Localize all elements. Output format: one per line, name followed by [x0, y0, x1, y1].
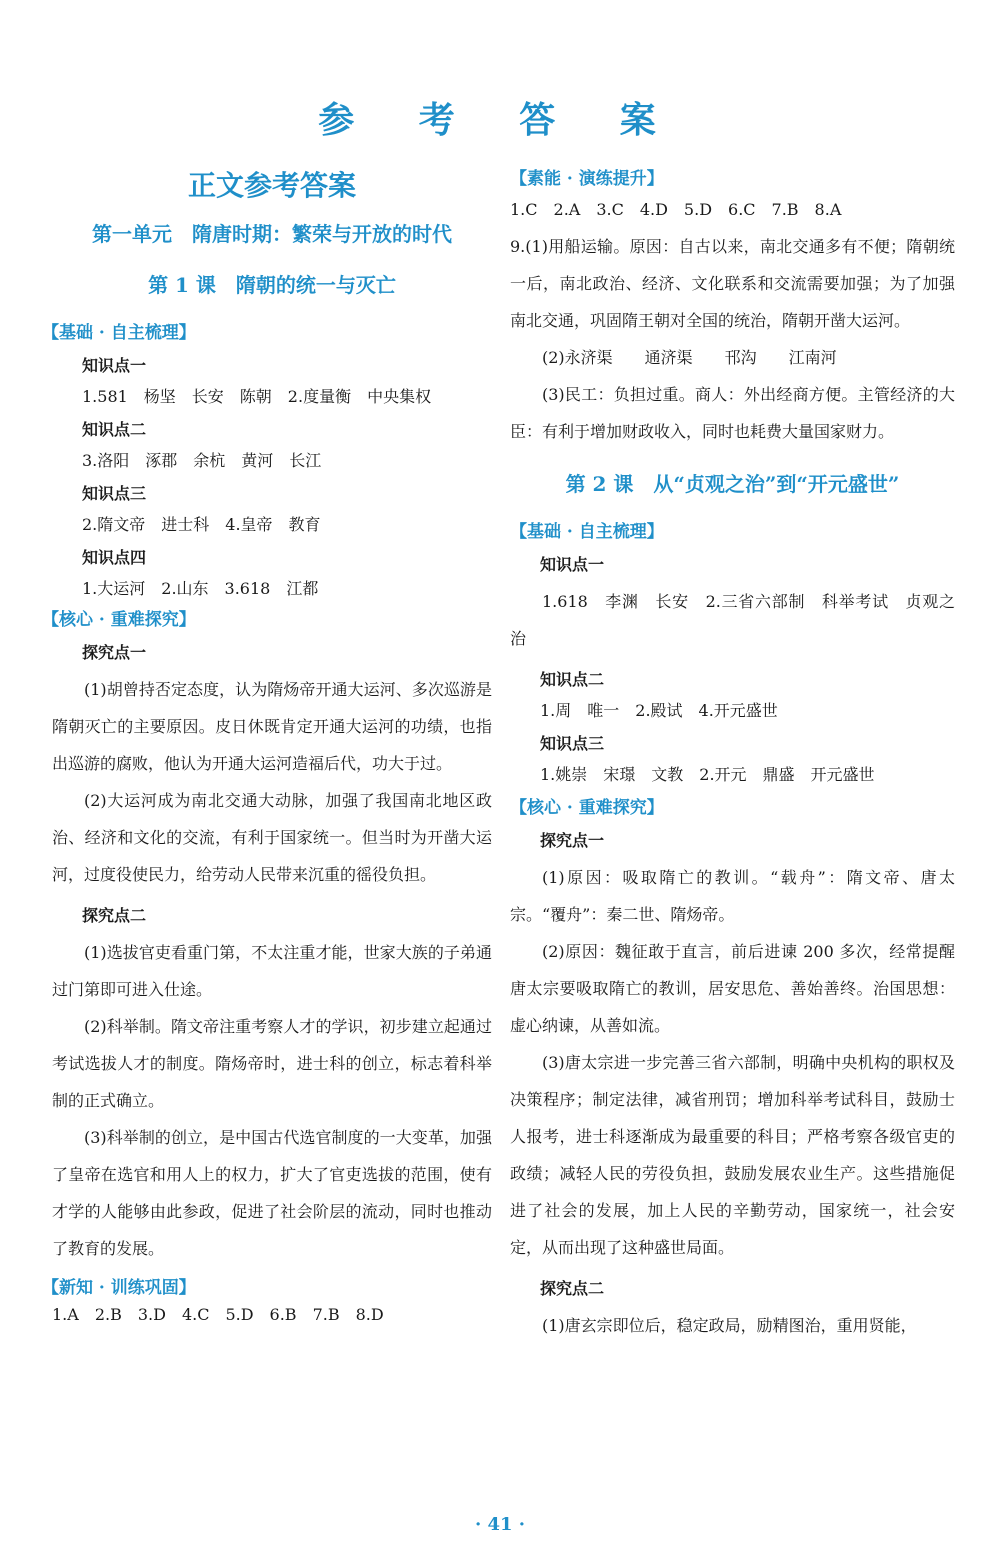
knowledge-point-2-answer: 3.洛阳 涿郡 余杭 黄河 长江: [82, 451, 322, 470]
inquiry-1-para-2: (2)大运河成为南北交通大动脉，加强了我国南北地区政治、经济和文化的交流，有利于国家统一。但当时为开凿大运河，过度役使民力，给劳动人民带来沉重的徭役负担。: [52, 791, 492, 884]
skill-answers: 1.C 2.A 3.C 4.D 5.D 6.C 7.B 8.A: [510, 200, 842, 219]
right-column: [510, 160, 955, 1344]
l2-inquiry-1-para-2: (2)原因：魏征敢于直言，前后进谏 200 多次，经常提醒唐太宗要吸取隋亡的教训，居安思危、善始善终。治国思想：虚心纳谏，从善如流。: [510, 942, 955, 1035]
knowledge-point-4-answer: 1.大运河 2.山东 3.618 江都: [82, 579, 319, 598]
main-heading: 正文参考答案: [187, 169, 356, 202]
q9-para-2: (2)永济渠 通济渠 邗沟 江南河: [542, 348, 837, 367]
l2-inquiry-1-para-3: (3)唐太宗进一步完善三省六部制，明确中央机构的职权及决策程序；制定法律，减省刑罚；增加科举考试科目，鼓励士人报考，进士科逐渐成为最重要的科目；严格考察各级官吏的政绩；减轻人民的劳役负担，鼓励发展农业生产。这些措施促进了社会的发展，加上人民的辛勤劳动，国家统一，社会安定，从而出现了这种盛世局面。: [510, 1053, 955, 1257]
section-skill: 【素能 · 演练提升】: [510, 169, 664, 189]
page-number: · 41 ·: [474, 1514, 526, 1535]
section-core: 【核心 · 重难探究】: [42, 610, 196, 630]
section-new: 【新知 · 训练巩固】: [42, 1278, 196, 1298]
l2-inquiry-point-1: 探究点一: [540, 831, 605, 850]
l2-inquiry-1-para-1: (1)原因：吸取隋亡的教训。“载舟”：隋文帝、唐太宗。“覆舟”：秦二世、隋炀帝。: [510, 868, 955, 924]
section-basic-2: 【基础 · 自主梳理】: [510, 522, 664, 542]
q9-para-3: (3)民工：负担过重。商人：外出经商方便。主管经济的大臣：有利于增加财政收入，同时也耗费大量国家财力。: [510, 385, 955, 441]
inquiry-point-2: 探究点二: [82, 906, 147, 925]
section-core-2: 【核心 · 重难探究】: [510, 798, 664, 818]
inquiry-1-para-1: (1)胡曾持否定态度，认为隋炀帝开通大运河、多次巡游是隋朝灭亡的主要原因。皮日休既肯定开通大运河的功绩，也指出巡游的腐败，他认为开通大运河造福后代，功大于过。: [52, 680, 492, 773]
l2-knowledge-point-2-answer: 1.周 唯一 2.殿试 4.开元盛世: [540, 701, 778, 720]
inquiry-point-1: 探究点一: [82, 643, 147, 662]
left-column: [42, 160, 492, 1333]
knowledge-point-1-answer: 1.581 杨坚 长安 陈朝 2.度量衡 中央集权: [82, 387, 432, 406]
inquiry-2-para-3: (3)科举制的创立，是中国古代选官制度的一大变革，加强了皇帝在选官和用人上的权力，扩大了官吏选拔的范围，使有才学的人能够由此参政，促进了社会阶层的流动，同时也推动了教育的发展。: [52, 1128, 492, 1258]
l2-inquiry-point-2: 探究点二: [540, 1279, 605, 1298]
knowledge-point-3: 知识点三: [82, 484, 147, 503]
unit-heading: 第一单元 隋唐时期：繁荣与开放的时代: [92, 222, 452, 246]
knowledge-point-1: 知识点一: [82, 356, 147, 375]
section-basic: 【基础 · 自主梳理】: [42, 323, 196, 343]
lesson-2-heading: 第 2 课 从“贞观之治”到“开元盛世”: [565, 472, 900, 496]
l2-inquiry-2-para-1: (1)唐玄宗即位后，稳定政局，励精图治，重用贤能，: [542, 1316, 917, 1335]
new-answers: 1.A 2.B 3.D 4.C 5.D 6.B 7.B 8.D: [52, 1305, 384, 1324]
l2-knowledge-point-1-answer: 1.618 李渊 长安 2.三省六部制 科举考试 贞观之治: [510, 592, 955, 648]
knowledge-point-2: 知识点二: [82, 420, 147, 439]
lesson-1-heading: 第 1 课 隋朝的统一与灭亡: [148, 273, 396, 297]
inquiry-2-para-1: (1)选拔官吏看重门第，不太注重才能，世家大族的子弟通过门第即可进入仕途。: [52, 943, 492, 999]
q9-para-1: 9.(1)用船运输。原因：自古以来，南北交通多有不便；隋朝统一后，南北政治、经济、文化联系和交流需要加强；为了加强南北交通，巩固隋王朝对全国的统治，隋朝开凿大运河。: [510, 237, 955, 330]
inquiry-2-para-2: (2)科举制。隋文帝注重考察人才的学识，初步建立起通过考试选拔人才的制度。隋炀帝时，进士科的创立，标志着科举制的正式确立。: [52, 1017, 492, 1110]
l2-knowledge-point-2: 知识点二: [540, 670, 605, 689]
page-title: 参 考 答 案: [318, 99, 682, 141]
l2-knowledge-point-3-answer: 1.姚崇 宋璟 文教 2.开元 鼎盛 开元盛世: [540, 765, 875, 784]
l2-knowledge-point-3: 知识点三: [540, 734, 605, 753]
knowledge-point-4: 知识点四: [82, 548, 147, 567]
knowledge-point-3-answer: 2.隋文帝 进士科 4.皇帝 教育: [82, 515, 321, 534]
l2-knowledge-point-1: 知识点一: [540, 555, 605, 574]
